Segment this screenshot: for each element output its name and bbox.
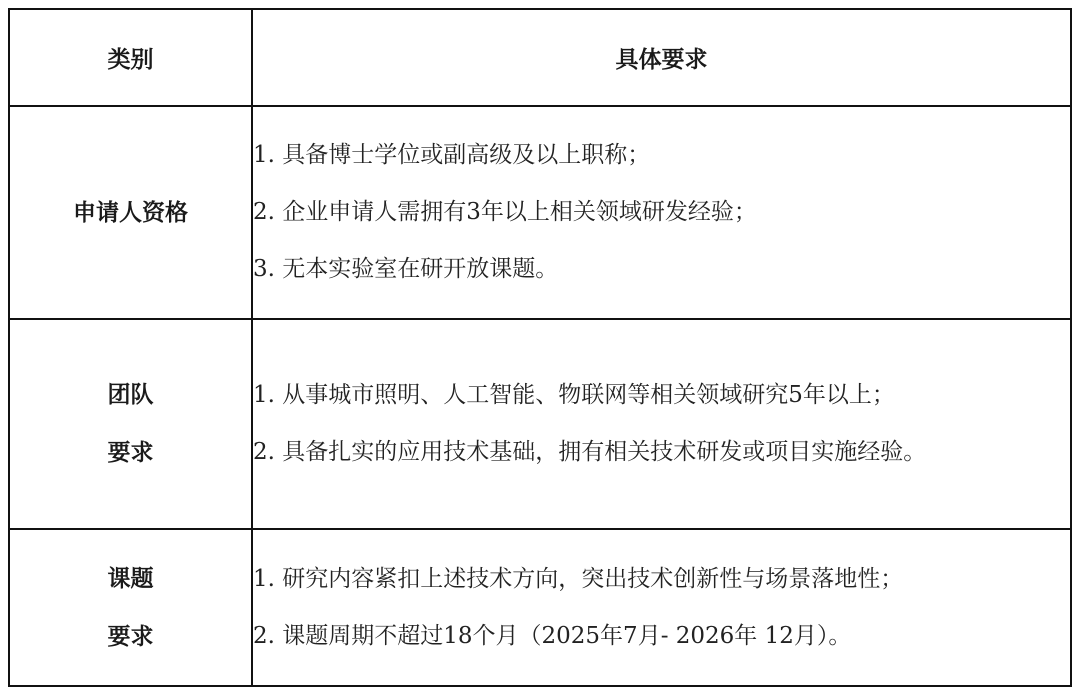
requirement-item: 2. 具备扎实的应用技术基础，拥有相关技术研发或项目实施经验。 [253,439,927,465]
category-label: 课题 [107,565,154,592]
requirement-item: 3. 无本实验室在研开放课题。 [253,256,559,282]
requirements-cell [252,319,1071,529]
requirement-item: 2. 课题周期不超过18个月（2025年7月- 2026年 12月）。 [253,622,852,649]
header-category: 类别 [9,9,252,106]
requirement-item: 2. 企业申请人需拥有3年以上相关领域研发经验； [253,199,757,225]
header-requirements: 具体要求 [252,9,1071,106]
table-row [9,529,1071,686]
table-row [9,319,1071,529]
requirement-item: 1. 研究内容紧扣上述技术方向，突出技术创新性与场景落地性； [253,565,904,592]
category-label: 申请人资格 [73,199,188,226]
category-cell [9,106,252,319]
header-row [9,9,1071,106]
category-label: 团队 [107,382,154,408]
requirement-item: 1. 具备博士学位或副高级及以上职称； [253,142,651,168]
category-label: 要求 [107,623,154,650]
category-cell [9,319,252,529]
requirements-cell [252,529,1071,686]
requirements-table [8,8,1072,687]
category-label: 要求 [107,440,154,466]
requirements-cell [252,106,1071,319]
requirement-item: 1. 从事城市照明、人工智能、物联网等相关领域研究5年以上； [253,382,895,408]
table-row [9,106,1071,319]
category-cell [9,529,252,686]
